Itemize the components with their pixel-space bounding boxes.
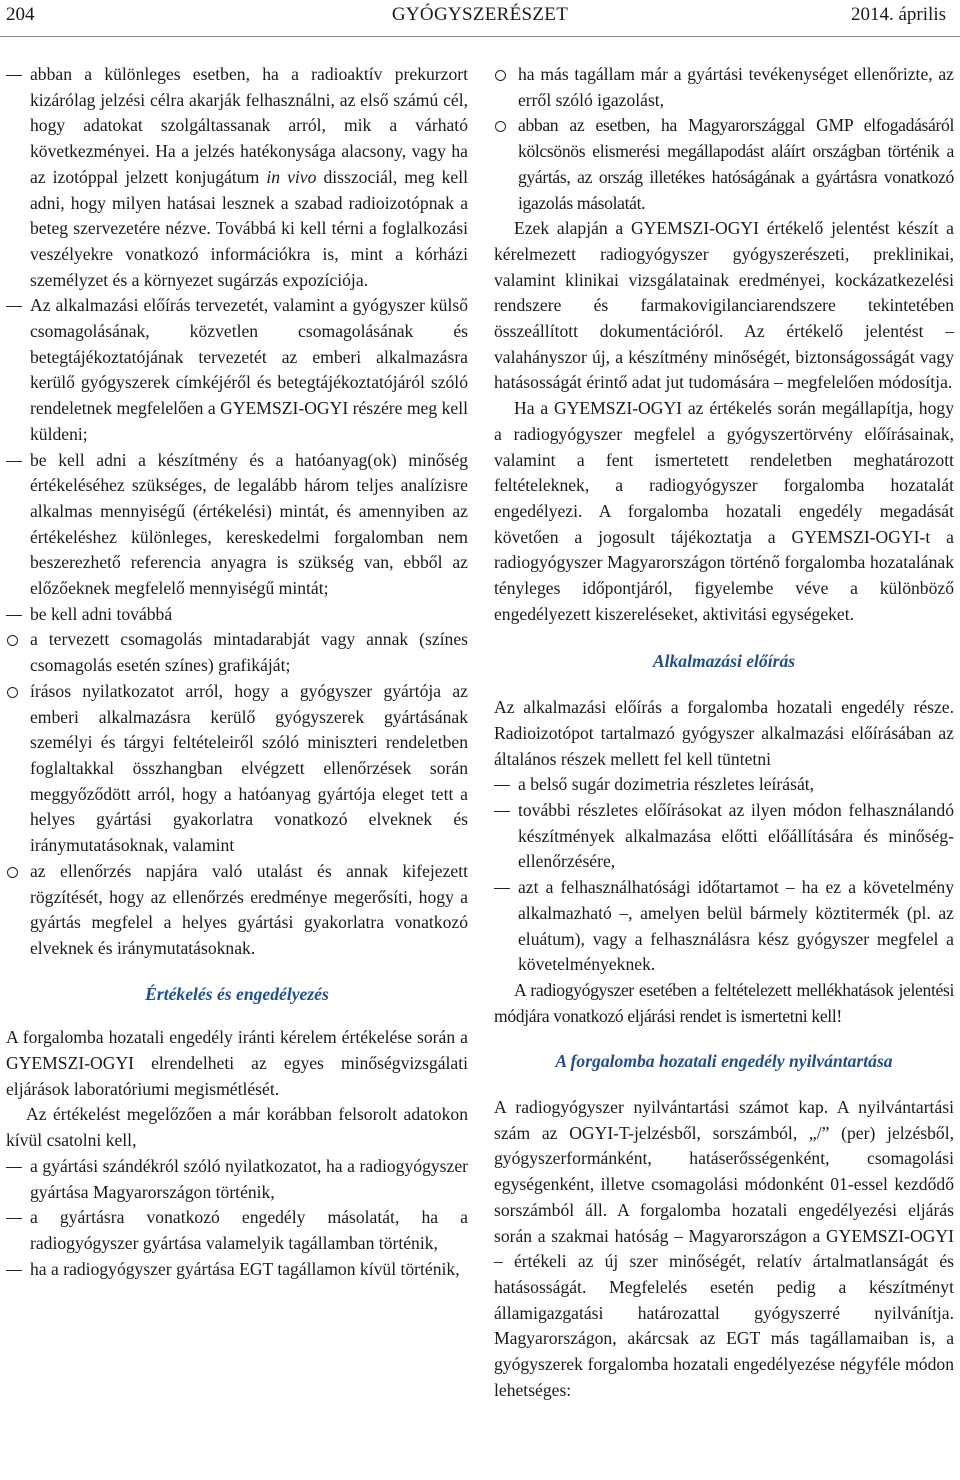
paragraph: Az alkalmazási előírás a forgalomba hozatali engedély része. Radioizotópot tartalmazó gyógyszer alkalmazási előírásában az általános részek mellett fel kell tüntetni <box>494 697 954 769</box>
section-heading: Értékelés és engedélyezés <box>145 983 329 1004</box>
page-number: 204 <box>6 4 35 25</box>
list-item <box>6 1257 468 1283</box>
dash-marker <box>494 772 512 786</box>
list-item-text: ha más tagállam már a gyártási tevékenységet ellenőrizte, az erről szóló igazolást, <box>518 64 954 110</box>
list-item-text: disszociál, meg kell adni, hogy milyen hatásai lesznek a szabad radioizotópnak a beteg szervezetére nézve. Továbbá ki kell térni a foglalkozási veszélyekre vonatkozó információkra is, mint a kórházi személyzet és a környezet sugárzás expozíciója. <box>30 166 469 290</box>
paragraph: A radiogyógyszer esetében a feltételezett mellékhatások jelentési módjára vonatkozó eljárási rendet is ismertetni kell! <box>494 979 954 1026</box>
list-item-text: Az alkalmazási előírás tervezetét, valamint a gyógyszer külső csomagolásának, közvetlen csomagolásának és betegtájékoztatójának tervezetét az emberi alkalmazásra kerülő gyógyszerek címkéjéről és betegtájékoztatójáról szóló rendeletnek megfelelően a GYEMSZI-OGYI részére meg kell küldeni; <box>30 295 468 444</box>
list-item-text: a tervezett csomagolás mintadarabját vagy annak (színes csomagolás esetén színes) grafikáját; <box>30 629 468 676</box>
italic-term: in vivo <box>266 166 317 187</box>
dash-marker <box>6 602 24 616</box>
circle-bullet-icon <box>6 859 18 878</box>
paragraph: Ha a GYEMSZI-OGYI az értékelés során megállapítja, hogy a radiogyógyszer megfelel a gyógyszertörvény előírásainak, valamint a fent ismertetett rendeletben meghatározott feltételeknek, a radiogyógyszer forgalomba hozatalát engedélyezi. A forgalomba hozatali engedély megadását követően a jogosult tájékoztatja a GYEMSZI-OGYI-t a radiogyógyszer Magyarországon történő forgalomba hozatalának tényleges időpontjáról, figyelembe véve a különböző engedélyezett kiszereléseket, aktivitási egységeket. <box>494 398 954 624</box>
sub-list-item <box>494 62 954 113</box>
list-item <box>494 772 954 798</box>
list-item-text: további részletes előírásokat az ilyen módon felhasználandó készítmények alkalmazása előtti előállítására és minőség-ellenőrzésére, <box>518 799 954 872</box>
list-item-text: ha a radiogyógyszer gyártása EGT tagállamon kívül történik, <box>30 1258 460 1279</box>
header-rule <box>0 36 960 37</box>
sub-list-item <box>6 859 468 962</box>
dash-marker <box>6 293 24 307</box>
dash-marker <box>6 1205 24 1219</box>
dash-marker <box>494 875 512 889</box>
circle-bullet-icon <box>6 627 18 646</box>
dash-marker <box>6 448 24 462</box>
list-item <box>6 1205 468 1256</box>
paragraph: Az értékelést megelőzően a már korábban felsorolt adatokon kívül csatolni kell, <box>6 1104 468 1151</box>
circle-bullet-icon <box>6 679 18 698</box>
journal-title: GYÓGYSZERÉSZET <box>391 4 569 25</box>
sub-list-item <box>6 627 468 678</box>
dash-marker <box>6 1154 24 1168</box>
right-column <box>494 62 954 1403</box>
list-item <box>6 62 468 293</box>
dash-marker <box>494 798 512 812</box>
list-item-text: a belső sugár dozimetria részletes leírását, <box>518 774 815 795</box>
list-item-text: abban a különleges esetben, ha a radioaktív prekurzort kizárólag jelzési célra akarják felhasználni, az első számú cél, hogy adatokat szolgáltassanak arról, mik a várható következményei. Ha a jelzés hatékonysága alacsony, vagy ha az izotóppal jelzett konjugátum <box>30 64 468 187</box>
list-item-text: írásos nyilatkozatot arról, hogy a gyógyszer gyártója az emberi alkalmazásra kerülő gyógyszerek gyártásának személyi és tárgyi feltételeiről szóló miniszteri rendeletben foglaltakkal összhangban elvégzett ellenőrzések során meggyőződött arról, hogy a hatóanyag gyártója eleget tett a helyes gyártási gyakorlatra vonatkozó elveknek és iránymutatásoknak, valamint <box>30 680 468 856</box>
list-item <box>494 798 954 875</box>
list-item-text: be kell adni továbbá <box>30 603 173 624</box>
list-item <box>6 602 468 628</box>
list-item-text: az ellenőrzés napjára való utalást és annak kifejezett rögzítését, hogy az ellenőrzés eredménye megerősíti, hogy a gyártás megfelel a helyes gyártási gyakorlatra vonatkozó elveknek és iránymutatásoknak. <box>30 860 468 958</box>
section-heading: Alkalmazási előírás <box>652 651 796 672</box>
dash-marker <box>6 1257 24 1271</box>
paragraph: A radiogyógyszer nyilvántartási számot kap. A nyilvántartási szám az OGYI-T-jelzésből, sorszámból, „/” (per) jelzésből, gyógyszerformánként, hatáserősségenként, csomagolási egységenként, illetve csomagolási módonként 01-essel kezdődő sorszámból áll. A forgalomba hozatali engedélyezési eljárás során a szakmai hatóság – Magyarországon a GYEMSZI-OGYI – értékeli az új szer minőségét, relatív ártalmatlanságát és hatásosságát. Megfelelés esetén pedig a készítményt államigazgatási határozattal gyógyszerré nyilvánítja. Magyarországon, akárcsak az EGT más tagállamaiban is, a gyógyszerek forgalomba hozatali engedélyezése négyféle módon lehetséges: <box>494 1097 954 1400</box>
sub-list-item <box>6 679 468 859</box>
sub-list-item <box>494 113 954 216</box>
list-item <box>6 1154 468 1205</box>
running-header <box>0 0 960 34</box>
list-item <box>494 875 954 978</box>
list-item <box>6 293 468 447</box>
list-item-text: a gyártásra vonatkozó engedély másolatát, ha a radiogyógyszer gyártása valamelyik tagállamban történik, <box>30 1207 468 1253</box>
list-item-text: azt a felhasználhatósági időtartamot – ha ez a követelmény alkalmazható –, amelyen belül bármely köztitermék (pl. az eluátum), vagy a felhasználásra kész gyógyszer megfelel a követelményeknek. <box>518 877 954 975</box>
circle-bullet-icon <box>494 113 506 132</box>
paragraph: Ezek alapján a GYEMSZI-OGYI értékelő jelentést készít a kérelmezett radiogyógyszer gyógyszerészeti, preklinikai, valamint klinikai vizsgálatainak eredményei, kockázatkezelési rendszere és farmakovigilanciarendszere tekintetében összeállított dokumentációról. Az értékelő jelentést – valahányszor új, a készítmény minőségét, biztonságosságát vagy hatásosságát érintő adat jut tudomására – megfelelően módosítja. <box>494 218 954 393</box>
dash-marker <box>6 62 24 76</box>
circle-bullet-icon <box>494 62 506 81</box>
section-heading: A forgalomba hozatali engedély nyilvántartása <box>555 1051 893 1072</box>
list-item-text: abban az esetben, ha Magyarországgal GMP elfogadásáról kölcsönös elismerési megállapodást aláírt országban történik a gyártás, az ország illetékes hatóságának a gyártásra vonatkozó igazolás másolatát. <box>518 115 954 213</box>
list-item-text: be kell adni a készítmény és a hatóanyag(ok) minőség értékeléséhez szükséges, de legalább három teljes analízisre alkalmas mennyiségű (értékelési) mintát, és amennyiben az értékeléshez különleges, kereskedelmi forgalomban nem beszerezhető referencia anyagra is szükség van, ebből az előzőeknek megfelelő mennyiségű mintát; <box>30 449 468 599</box>
list-item-text: a gyártási szándékról szóló nyilatkozatot, ha a radiogyógyszer gyártása Magyarországon történik, <box>30 1155 468 1202</box>
paragraph: A forgalomba hozatali engedély iránti kérelem értékelése során a GYEMSZI-OGYI elrendelheti az egyes minőségvizsgálati eljárások laboratóriumi megismétlését. <box>6 1027 468 1099</box>
issue-date: 2014. április <box>851 4 946 25</box>
list-item <box>6 448 468 602</box>
left-column <box>6 62 468 1282</box>
